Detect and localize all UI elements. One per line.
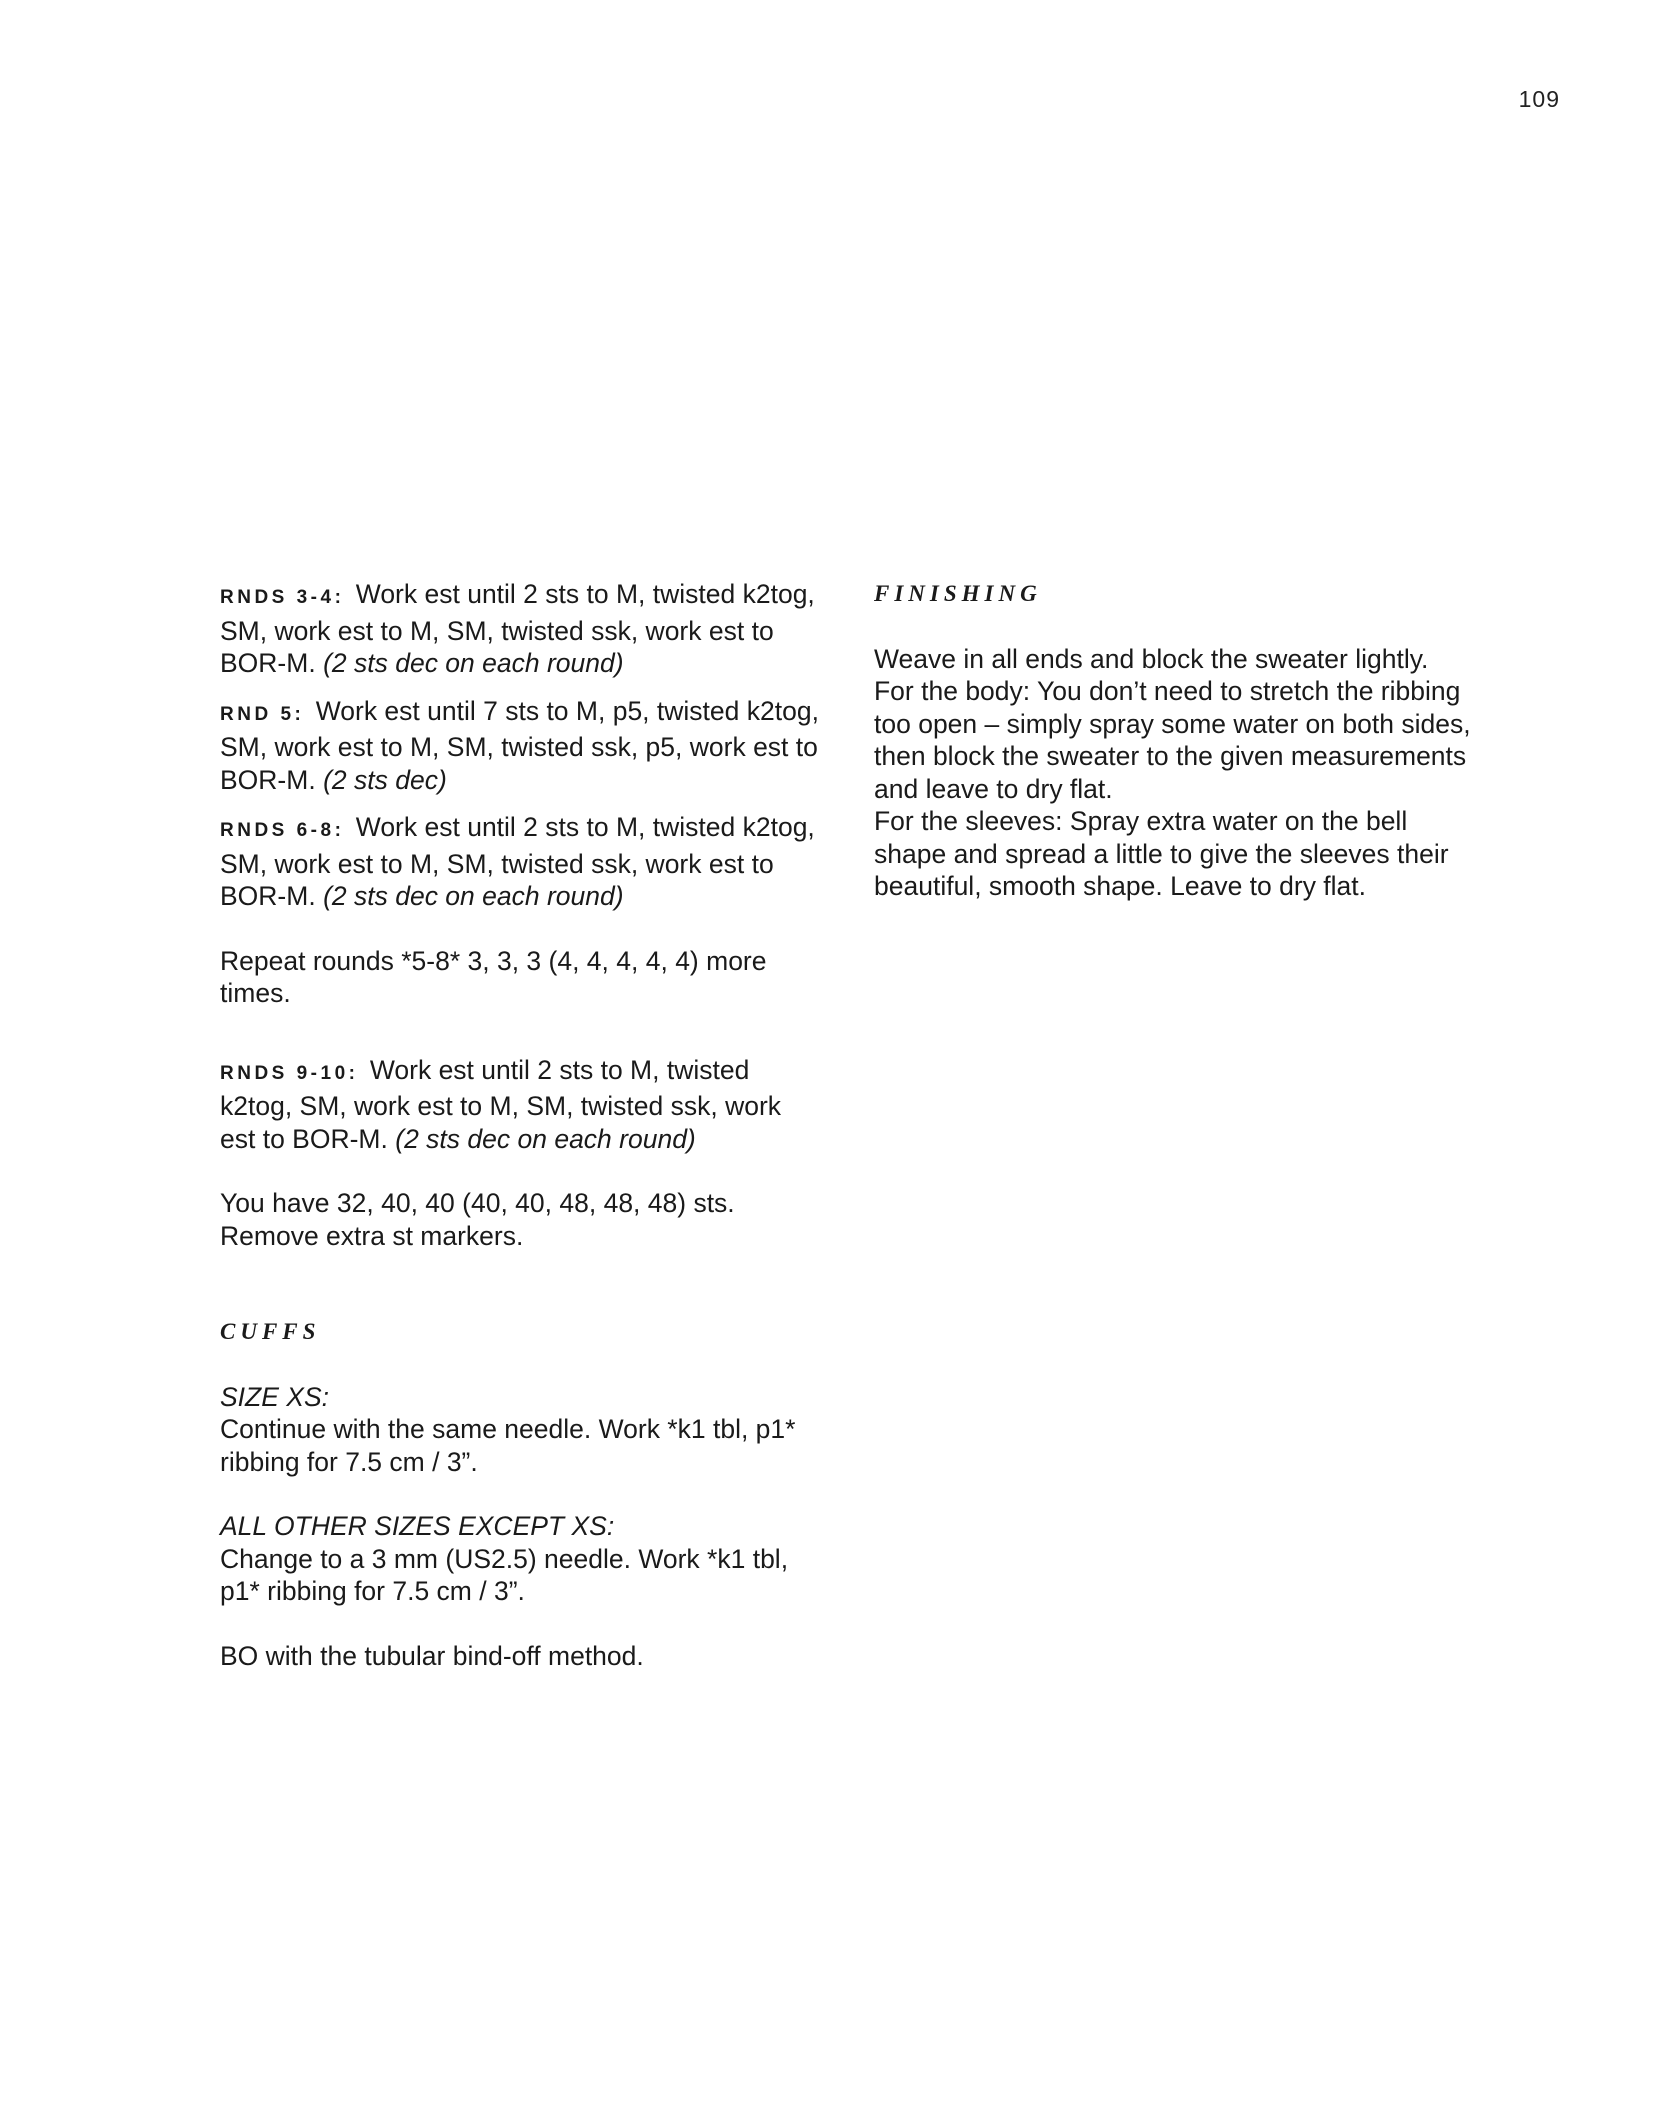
instruction-text: Work est until 2 sts to M, twisted k2tog, SM, work est to M, SM, twisted ssk, work est to BOR-M. bbox=[220, 1054, 782, 1154]
instruction-text: Work est until 7 sts to M, p5, twisted k2tog, SM, work est to M, SM, twisted ssk, p5, work est to BOR-M. bbox=[220, 695, 819, 795]
size-instruction: Continue with the same needle. Work *k1 tbl, p1* ribbing for 7.5 cm / 3”. bbox=[220, 1414, 796, 1477]
instruction-note: (2 sts dec) bbox=[323, 764, 447, 795]
size-label: SIZE XS: bbox=[220, 1381, 329, 1412]
left-column bbox=[220, 578, 820, 1672]
round-label: RNDS 3-4: bbox=[220, 587, 345, 608]
round-label: RNDS 9-10: bbox=[220, 1062, 359, 1084]
instruction-rnds-3-4 bbox=[220, 578, 820, 680]
stitch-count bbox=[220, 1187, 820, 1252]
instruction-note: (2 sts dec on each round) bbox=[323, 648, 624, 678]
page-number: 109 bbox=[1518, 86, 1560, 112]
stitch-count-line: Remove extra st markers. bbox=[220, 1220, 524, 1251]
section-heading-finishing: FINISHING bbox=[874, 581, 1042, 606]
bind-off-instruction: BO with the tubular bind-off method. bbox=[220, 1640, 644, 1671]
size-label: ALL OTHER SIZES EXCEPT XS: bbox=[220, 1511, 615, 1541]
instruction-note: (2 sts dec on each round) bbox=[323, 881, 624, 911]
round-label: RNDS 6-8: bbox=[220, 820, 345, 841]
finishing-text bbox=[874, 643, 1474, 903]
size-xs-block bbox=[220, 1381, 820, 1479]
instruction-note: (2 sts dec on each round) bbox=[395, 1123, 696, 1154]
instruction-rnd-5 bbox=[220, 695, 820, 797]
round-label: RND 5: bbox=[220, 703, 305, 725]
finishing-body: For the body: You don’t need to stretch the ribbing too open – simply spray some water on both sides, then block the sweater to the given measurements and leave to dry flat. bbox=[874, 676, 1471, 804]
instruction-text: Work est until 2 sts to M, twisted k2tog, SM, work est to M, SM, twisted ssk, work est to BOR-M. bbox=[220, 812, 815, 911]
instruction-rnds-9-10 bbox=[220, 1054, 820, 1156]
finishing-intro: Weave in all ends and block the sweater lightly. bbox=[874, 643, 1429, 674]
instruction-rnds-6-8 bbox=[220, 811, 820, 913]
size-instruction: Change to a 3 mm (US2.5) needle. Work *k1 tbl, p1* ribbing for 7.5 cm / 3”. bbox=[220, 1543, 789, 1606]
section-heading-cuffs: CUFFS bbox=[220, 1319, 321, 1344]
right-column bbox=[874, 578, 1474, 903]
other-sizes-block bbox=[220, 1510, 820, 1608]
instruction-text: Work est until 2 sts to M, twisted k2tog, SM, work est to M, SM, twisted ssk, work est to BOR-M. bbox=[220, 579, 815, 678]
finishing-sleeves: For the sleeves: Spray extra water on the bell shape and spread a little to give the sleeves their beautiful, smooth shape. Leave to dry flat. bbox=[874, 806, 1449, 901]
stitch-count-line: You have 32, 40, 40 (40, 40, 48, 48, 48) sts. bbox=[220, 1188, 735, 1218]
repeat-instruction: Repeat rounds *5-8* 3, 3, 3 (4, 4, 4, 4, 4) more times. bbox=[220, 945, 767, 1008]
